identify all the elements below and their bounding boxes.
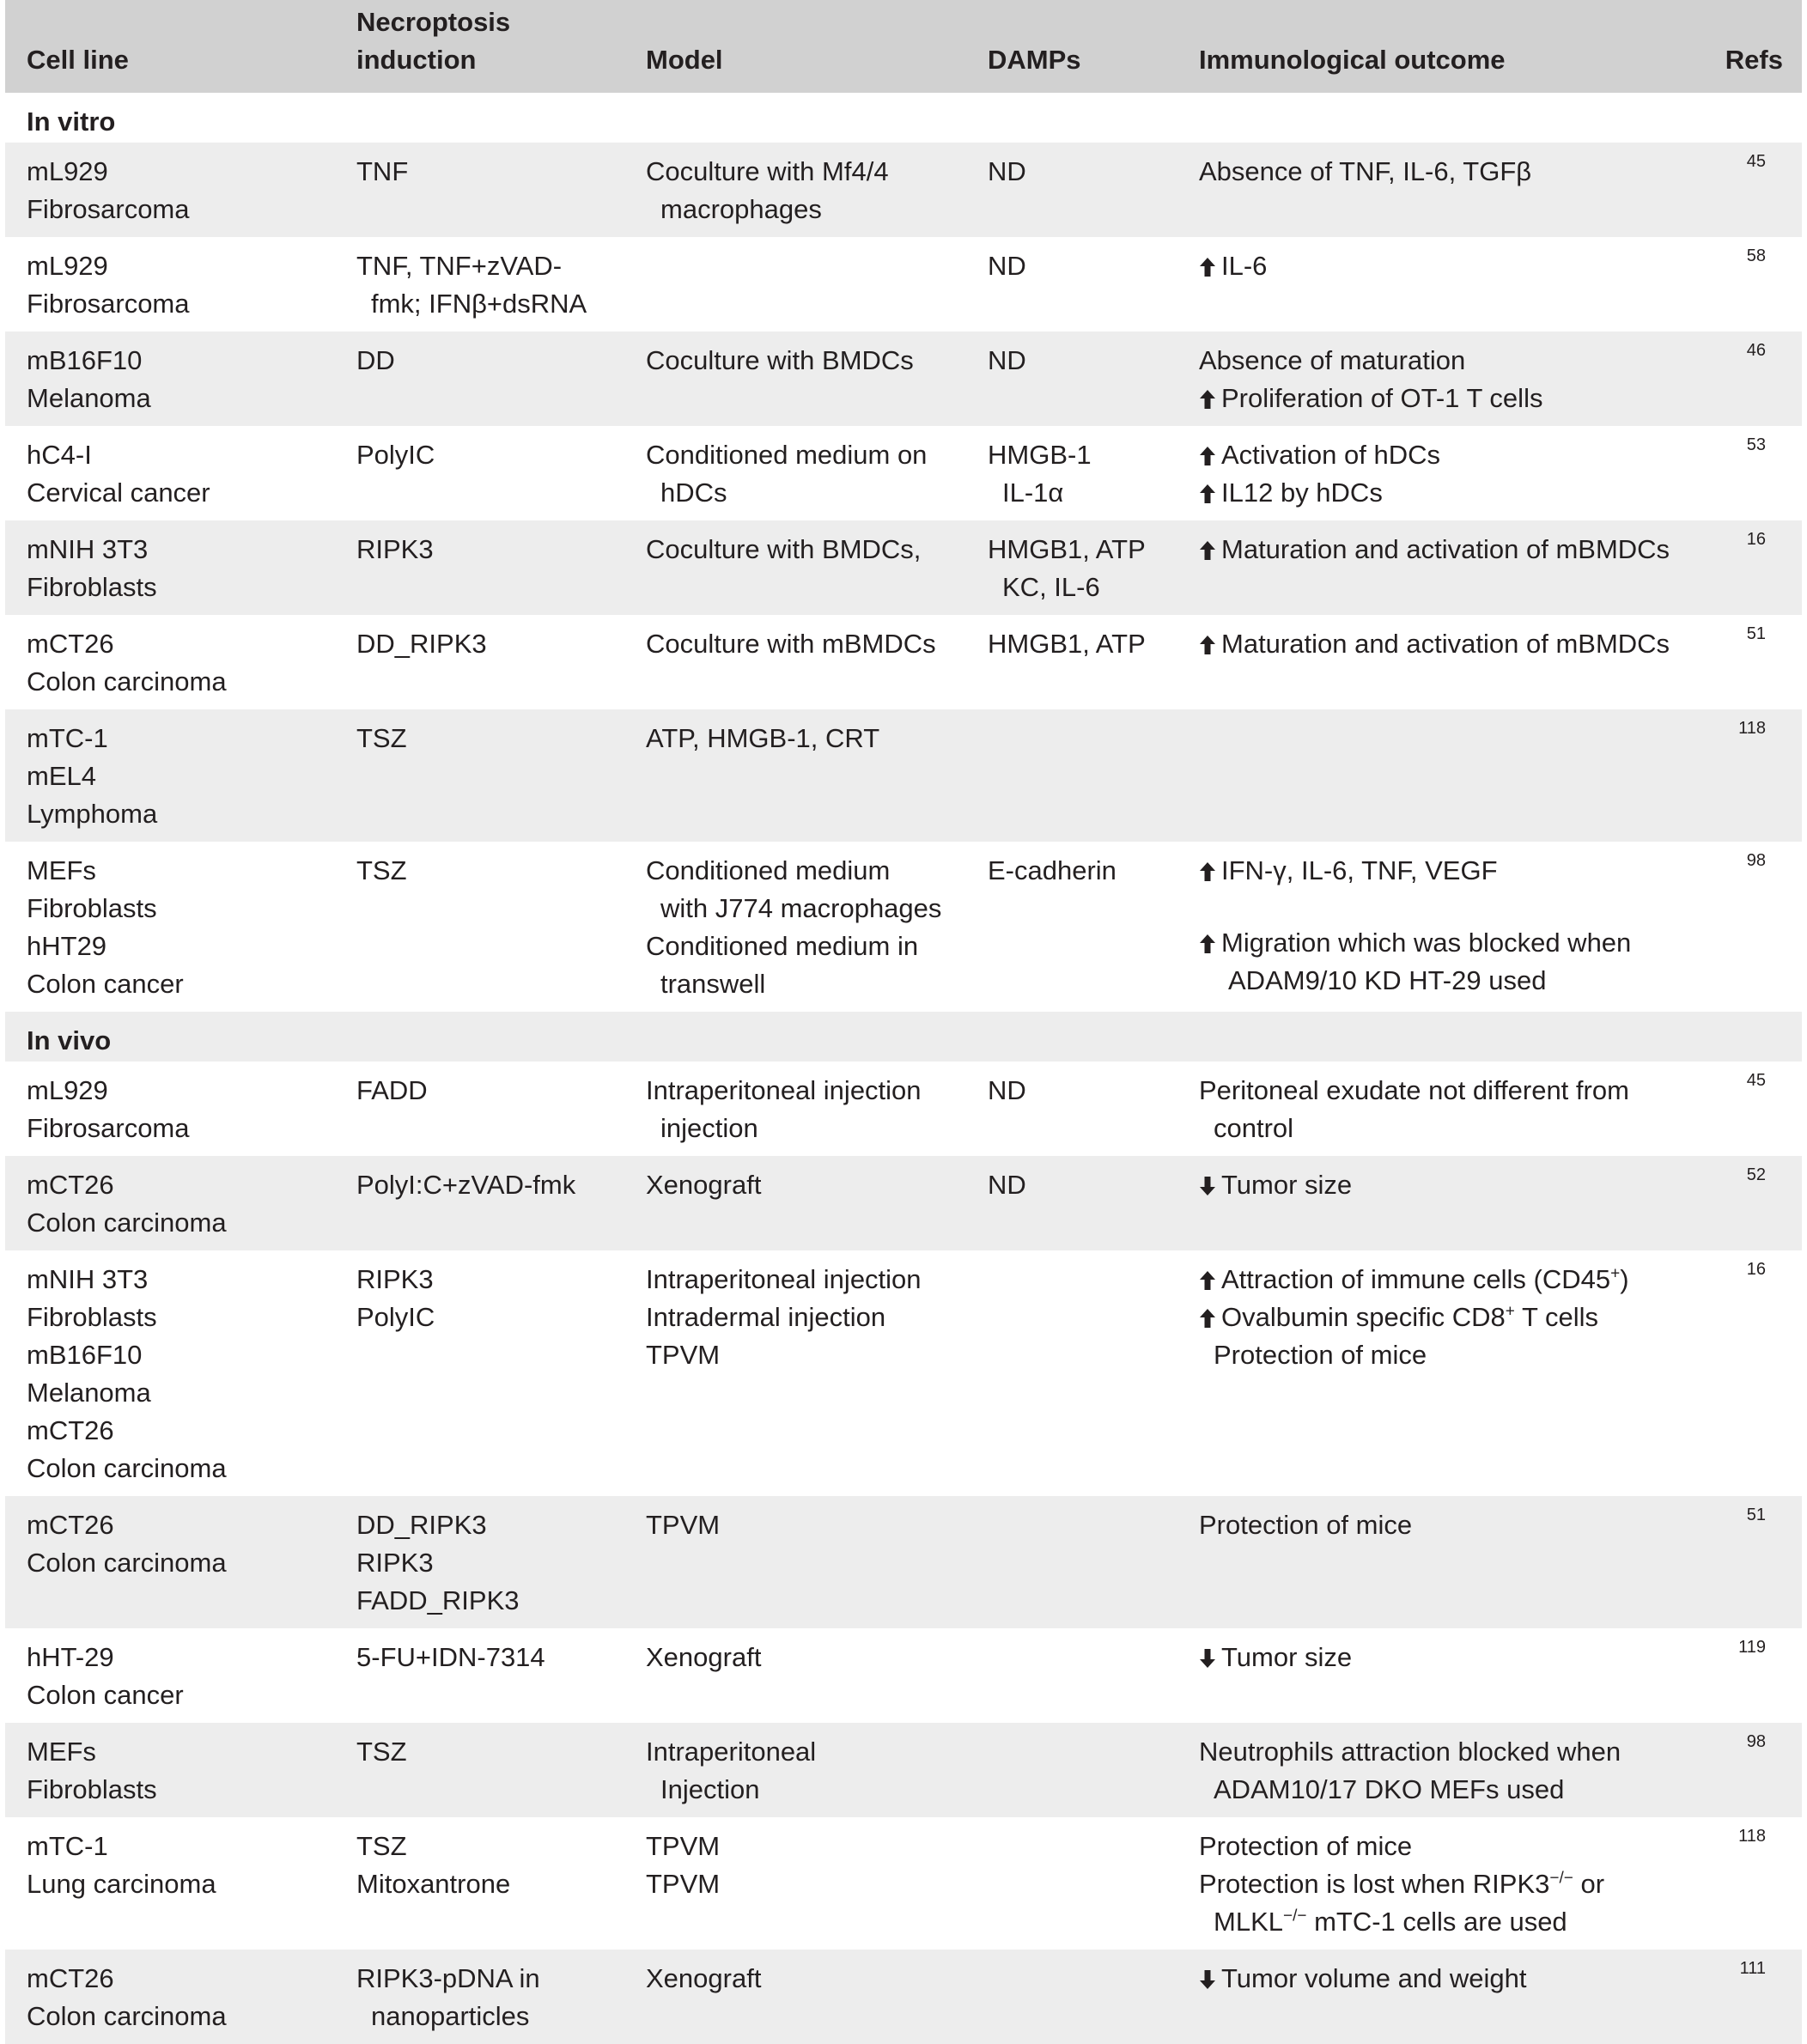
ref: 119 bbox=[1738, 1638, 1766, 1657]
arrow-down-icon bbox=[1199, 1639, 1221, 1676]
outcome: Neutrophils attraction blocked when ADAM10/17 DKO MEFs used bbox=[1199, 1737, 1621, 1804]
outcome: IFN-γ, IL-6, TNF, VEGF Migration which was blocked when ADAM9/10 KD HT-29 used bbox=[1177, 842, 1693, 1012]
cell-line: mTC-1 mEL4 Lymphoma bbox=[27, 723, 158, 829]
outcome: Absence of maturation Proliferation of OT-1 T cells bbox=[1177, 332, 1693, 426]
damps: ND bbox=[988, 345, 1026, 375]
table-row bbox=[5, 1062, 1802, 1156]
arrow-up-icon bbox=[1199, 852, 1221, 890]
damps: HMGB1, ATP bbox=[988, 629, 1146, 659]
outcome: Maturation and activation of mBMDCs bbox=[1177, 615, 1693, 709]
cell-line: mNIH 3T3 Fibroblasts mB16F10 Melanoma mCT26 Colon carcinoma bbox=[27, 1264, 227, 1483]
arrow-down-icon bbox=[1199, 1960, 1221, 1998]
induction: TSZ bbox=[356, 723, 407, 753]
outcome: Tumor volume and weight bbox=[1177, 1950, 1693, 2044]
damps: HMGB-1 IL-1α bbox=[988, 440, 1092, 508]
model bbox=[624, 237, 966, 332]
header-refs: Refs bbox=[1725, 45, 1783, 75]
damps bbox=[966, 1950, 1177, 2044]
table-header-row bbox=[5, 0, 1802, 93]
model: Coculture with Mf4/4 macrophages bbox=[646, 156, 889, 224]
header-outcome: Immunological outcome bbox=[1199, 45, 1506, 75]
induction: PolyIC bbox=[356, 440, 435, 470]
model: Intraperitoneal Injection bbox=[646, 1737, 817, 1804]
table-row bbox=[5, 1250, 1802, 1496]
ref: 98 bbox=[1746, 851, 1766, 870]
ref: 51 bbox=[1746, 624, 1766, 643]
arrow-up-icon bbox=[1199, 380, 1221, 417]
outcome bbox=[1177, 709, 1693, 842]
cell-line: MEFs Fibroblasts bbox=[27, 1737, 157, 1804]
induction: RIPK3 PolyIC bbox=[356, 1264, 435, 1332]
table-row bbox=[5, 1496, 1802, 1628]
ref: 52 bbox=[1746, 1165, 1766, 1184]
arrow-up-icon bbox=[1199, 1299, 1221, 1336]
damps bbox=[966, 1496, 1177, 1628]
table-row bbox=[5, 426, 1802, 520]
outcome: Attraction of immune cells (CD45+) Ovalbumin specific CD8+ T cells Protection of mice bbox=[1177, 1250, 1693, 1496]
header-model: Model bbox=[646, 45, 723, 75]
induction: FADD bbox=[356, 1075, 428, 1105]
arrow-up-icon bbox=[1199, 625, 1221, 663]
outcome: Absence of TNF, IL-6, TGFβ bbox=[1199, 156, 1532, 186]
table-row bbox=[5, 332, 1802, 426]
ref: 45 bbox=[1746, 152, 1766, 171]
outcome: Activation of hDCs IL12 by hDCs bbox=[1177, 426, 1693, 520]
induction: TSZ bbox=[356, 855, 407, 885]
ref: 16 bbox=[1746, 530, 1766, 549]
induction: TNF, TNF+zVAD- fmk; IFNβ+dsRNA bbox=[356, 251, 587, 319]
ref: 58 bbox=[1746, 246, 1766, 265]
damps bbox=[966, 1817, 1177, 1950]
damps: E-cadherin bbox=[988, 855, 1116, 885]
ref: 46 bbox=[1746, 341, 1766, 360]
table-row bbox=[5, 1156, 1802, 1250]
damps: ND bbox=[988, 156, 1026, 186]
model: Xenograft bbox=[646, 1642, 762, 1672]
model: TPVM bbox=[646, 1510, 721, 1540]
induction: TSZ Mitoxantrone bbox=[356, 1831, 511, 1899]
damps: ND bbox=[988, 1170, 1026, 1200]
arrow-up-icon bbox=[1199, 247, 1221, 285]
model: TPVM TPVM bbox=[646, 1831, 721, 1899]
induction: TSZ bbox=[356, 1737, 407, 1767]
outcome: Peritoneal exudate not different from control bbox=[1199, 1075, 1629, 1143]
outcome: Maturation and activation of mBMDCs bbox=[1177, 520, 1693, 615]
cell-line: mTC-1 Lung carcinoma bbox=[27, 1831, 216, 1899]
damps: ND bbox=[988, 251, 1026, 281]
outcome: Protection of mice bbox=[1199, 1510, 1413, 1540]
section-in-vitro bbox=[5, 93, 1802, 143]
table-row bbox=[5, 520, 1802, 615]
damps bbox=[966, 1723, 1177, 1817]
table-row bbox=[5, 842, 1802, 1012]
ref: 45 bbox=[1746, 1071, 1766, 1090]
model: ATP, HMGB-1, CRT bbox=[646, 723, 880, 753]
arrow-up-icon bbox=[1199, 924, 1221, 962]
necroptosis-table bbox=[5, 0, 1802, 2044]
induction: TNF bbox=[356, 156, 409, 186]
table-row bbox=[5, 615, 1802, 709]
ref: 16 bbox=[1746, 1260, 1766, 1279]
outcome: Tumor size bbox=[1177, 1628, 1693, 1723]
model: Xenograft bbox=[646, 1963, 762, 1993]
induction: RIPK3 bbox=[356, 534, 434, 564]
cell-line: hC4-I Cervical cancer bbox=[27, 440, 210, 508]
table-container bbox=[5, 0, 1802, 2044]
cell-line: mNIH 3T3 Fibroblasts bbox=[27, 534, 157, 602]
ref: 118 bbox=[1738, 719, 1766, 738]
section-in-vivo bbox=[5, 1012, 1802, 1062]
arrow-up-icon bbox=[1199, 474, 1221, 512]
model: Conditioned medium on hDCs bbox=[646, 440, 928, 508]
header-cell-line: Cell line bbox=[27, 45, 129, 75]
damps bbox=[966, 709, 1177, 842]
cell-line: mL929 Fibrosarcoma bbox=[27, 251, 190, 319]
cell-line: hHT-29 Colon cancer bbox=[27, 1642, 184, 1710]
outcome: IL-6 bbox=[1177, 237, 1693, 332]
induction: DD_RIPK3 bbox=[356, 629, 487, 659]
table-row bbox=[5, 1817, 1802, 1950]
header-damps: DAMPs bbox=[988, 45, 1081, 75]
ref: 53 bbox=[1746, 435, 1766, 454]
model: Intraperitoneal injection Intradermal injection TPVM bbox=[646, 1264, 922, 1370]
section-label: In vivo bbox=[27, 1025, 112, 1055]
damps: HMGB1, ATP KC, IL-6 bbox=[988, 534, 1146, 602]
induction: RIPK3-pDNA in nanoparticles bbox=[356, 1963, 540, 2031]
damps bbox=[966, 1628, 1177, 1723]
induction: 5-FU+IDN-7314 bbox=[356, 1642, 545, 1672]
damps bbox=[966, 1250, 1177, 1496]
arrow-up-icon bbox=[1199, 531, 1221, 569]
cell-line: mCT26 Colon carcinoma bbox=[27, 1510, 227, 1578]
model: Coculture with mBMDCs bbox=[646, 629, 936, 659]
arrow-down-icon bbox=[1199, 1166, 1221, 1204]
model: Intraperitoneal injection injection bbox=[646, 1075, 922, 1143]
cell-line: mCT26 Colon carcinoma bbox=[27, 1963, 227, 2031]
table-row bbox=[5, 1950, 1802, 2044]
cell-line: mCT26 Colon carcinoma bbox=[27, 629, 227, 697]
cell-line: mCT26 Colon carcinoma bbox=[27, 1170, 227, 1238]
cell-line: mL929 Fibrosarcoma bbox=[27, 156, 190, 224]
table-row bbox=[5, 709, 1802, 842]
ref: 51 bbox=[1746, 1506, 1766, 1524]
ref: 118 bbox=[1738, 1827, 1766, 1846]
induction: DD_RIPK3 RIPK3 FADD_RIPK3 bbox=[356, 1510, 520, 1615]
table-row bbox=[5, 237, 1802, 332]
induction: DD bbox=[356, 345, 395, 375]
ref: 111 bbox=[1739, 1959, 1766, 1978]
cell-line: mL929 Fibrosarcoma bbox=[27, 1075, 190, 1143]
induction: PolyI:C+zVAD-fmk bbox=[356, 1170, 576, 1200]
model: Conditioned medium with J774 macrophages Conditioned medium in transwell bbox=[646, 855, 942, 999]
ref: 98 bbox=[1746, 1732, 1766, 1751]
arrow-up-icon bbox=[1199, 1261, 1221, 1299]
arrow-up-icon bbox=[1199, 436, 1221, 474]
model: Coculture with BMDCs bbox=[646, 345, 914, 375]
model: Coculture with BMDCs, bbox=[646, 534, 922, 564]
outcome: Protection of mice Protection is lost when RIPK3−/− or MLKL−/− mTC-1 cells are used bbox=[1199, 1831, 1605, 1937]
table-row bbox=[5, 143, 1802, 237]
header-induction: Necroptosis induction bbox=[356, 7, 511, 75]
table-row bbox=[5, 1628, 1802, 1723]
section-label: In vitro bbox=[27, 106, 116, 137]
cell-line: MEFs Fibroblasts hHT29 Colon cancer bbox=[27, 855, 184, 999]
outcome: Tumor size bbox=[1177, 1156, 1693, 1250]
model: Xenograft bbox=[646, 1170, 762, 1200]
cell-line: mB16F10 Melanoma bbox=[27, 345, 151, 413]
table-row bbox=[5, 1723, 1802, 1817]
damps: ND bbox=[988, 1075, 1026, 1105]
